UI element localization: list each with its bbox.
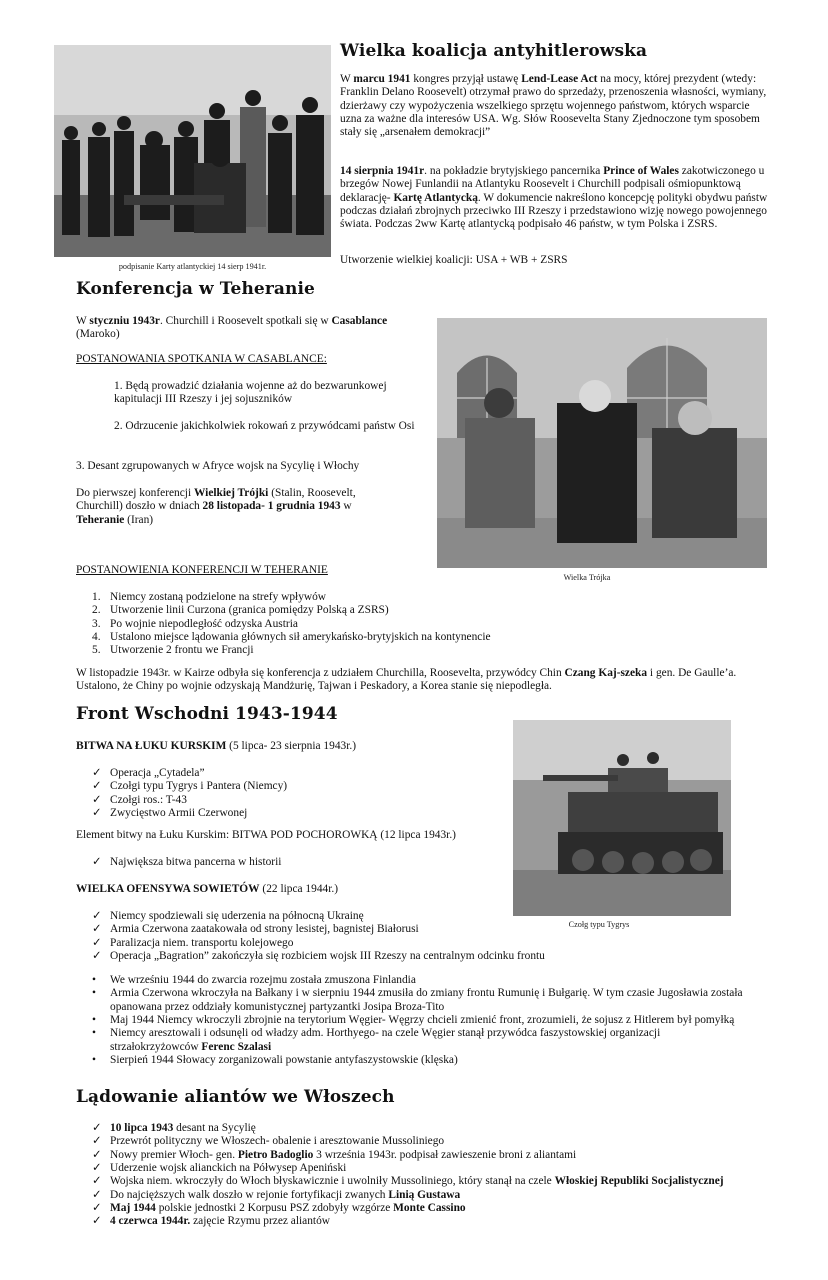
section2-title: Konferencja w Teheranie bbox=[76, 279, 315, 299]
cairo-paragraph: W listopadzie 1943r. w Kairze odbyła się konferencja z udziałem Churchilla, Roosevelta, przywódcy Chin Czang Kaj-szeka i gen. De Gaulle’a. Ustalono, że Chiny po wojnie odzyskają Mandżurię, Tajwan i Peskadory, a Korea stanie się niepodległa. bbox=[76, 667, 737, 693]
italy-list bbox=[84, 1122, 744, 1229]
list-item: • Niemcy aresztowali i odsunęli od władzy adm. Horthyego- na czele Węgier stanął przywódca faszystowskiej organizacji strzałokrzyżowców Ferenc Szalasi bbox=[92, 1027, 661, 1053]
section1-title: Wielka koalicja antyhitlerowska bbox=[340, 41, 648, 61]
list-item: • Sierpień 1944 Słowacy zorganizowali powstanie antyfaszystowskie (klęska) bbox=[92, 1054, 458, 1067]
list-item: • Armia Czerwona wkroczyła na Bałkany i w sierpniu 1944 zmusiła do zmiany frontu Rumunię i Bułgarię. W tym czasie Jugosławia została opanowana przez oddziały komunistycznej partyzantki Josipa Broza-Tito bbox=[92, 987, 743, 1013]
list-item: ✓ Do najcięższych walk doszło w rejonie fortyfikacji zwanych Linią Gustawa bbox=[92, 1188, 461, 1201]
check-icon: ✓ bbox=[92, 1215, 102, 1228]
casablanca-item-3: 3. Desant zgrupowanych w Afryce wojsk na Sycylię i Włochy bbox=[76, 460, 360, 472]
check-icon: ✓ bbox=[92, 950, 102, 963]
check-icon: ✓ bbox=[92, 807, 102, 820]
bullet-icon: • bbox=[92, 974, 96, 986]
atlantic-charter-caption: podpisanie Karty atlantyckiej 14 sierp 1941r. bbox=[118, 262, 267, 271]
list-item: ✓ 4 czerwca 1944r. zajęcie Rzymu przez aliantów bbox=[92, 1215, 331, 1228]
list-item: • Maj 1944 Niemcy wkroczyli zbrojnie na terytorium Węgier- Węgrzy chcieli zmienić front, zrozumieli, że sojusz z Hitlerem był pomyłką bbox=[92, 1014, 735, 1027]
list-item: 1. Niemcy zostaną podzielone na strefy wpływów bbox=[92, 591, 327, 603]
check-icon: ✓ bbox=[92, 936, 102, 949]
list-item: ✓ Maj 1944 polskie jednostki 2 Korpusu PSZ zdobyły wzgórze Monte Cassino bbox=[92, 1202, 466, 1215]
eastern-front-bullets bbox=[84, 974, 744, 1067]
casablanca-item-1: 1. Będą prowadzić działania wojenne aż do bezwarunkowej kapitulacji III Rzeszy i jej sojuszników bbox=[114, 380, 387, 406]
lend-lease-paragraph: W marcu 1941 kongres przyjął ustawę Lend-Lease Act na mocy, której prezydent (wtedy: Franklin Delano Roosevelt) otrzymał prawo do sprzedaży, przenoszenia własności, wymiany, dzierżawy czy wypożyczenia wszelkiego sprzętu wojennego państwom, których wsparcie uzna za ważne dla interesów USA. Wg. Słów Roosevelta Stany Zjednoczone tym sposobem stały się „arsenałem demokracji” bbox=[340, 73, 767, 139]
offensive-heading: WIELKA OFENSYWA SOWIETÓW (22 lipca 1944r.) bbox=[76, 883, 339, 895]
coalition-paragraph: Utworzenie wielkiej koalicji: USA + WB + ZSRS bbox=[340, 254, 568, 266]
kursk-element-list bbox=[84, 856, 484, 869]
check-icon: ✓ bbox=[92, 1122, 102, 1134]
list-item: ✓ Przewrót polityczny we Włoszech- obalenie i aresztowanie Mussoliniego bbox=[92, 1135, 445, 1148]
kursk-list bbox=[84, 767, 484, 820]
list-item: ✓ Niemcy spodziewali się uderzenia na północną Ukrainę bbox=[92, 910, 364, 922]
big-three-caption: Wielka Trójka bbox=[563, 573, 611, 582]
list-item: 3. Po wojnie niepodległość odzyska Austria bbox=[92, 617, 298, 630]
bullet-icon: • bbox=[92, 1014, 96, 1027]
casablanca-paragraph: W styczniu 1943r. Churchill i Roosevelt spotkali się w Casablance (Maroko) bbox=[76, 315, 388, 341]
check-icon: ✓ bbox=[92, 910, 102, 922]
tehran-heading: POSTANOWIENIA KONFERENCJI W TEHERANIE bbox=[76, 564, 328, 576]
bullet-icon: • bbox=[92, 987, 96, 1000]
check-icon: ✓ bbox=[92, 767, 102, 779]
list-item: ✓ Nowy premier Włoch- gen. Pietro Badoglio 3 września 1943r. podpisał zawieszenie broni z aliantami bbox=[92, 1148, 577, 1161]
section3-title: Front Wschodni 1943-1944 bbox=[76, 704, 338, 724]
big-three-photo bbox=[437, 318, 767, 568]
casablanca-heading: POSTANOWANIA SPOTKANIA W CASABLANCE: bbox=[76, 353, 327, 365]
check-icon: ✓ bbox=[92, 923, 102, 936]
check-icon: ✓ bbox=[92, 856, 102, 868]
bullet-icon: • bbox=[92, 1027, 96, 1040]
list-item: 5. Utworzenie 2 frontu we Francji bbox=[92, 644, 254, 657]
check-icon: ✓ bbox=[92, 780, 102, 793]
check-icon: ✓ bbox=[92, 793, 102, 806]
list-item: 4. Ustalono miejsce lądowania głównych sił amerykańsko-brytyjskich na kontynencie bbox=[92, 631, 491, 644]
atlantic-charter-photo bbox=[54, 45, 331, 257]
kursk-element: Element bitwy na Łuku Kurskim: BITWA POD POCHOROWKĄ (12 lipca 1943r.) bbox=[76, 829, 456, 841]
check-icon: ✓ bbox=[92, 1175, 102, 1188]
check-icon: ✓ bbox=[92, 1202, 102, 1215]
list-item: ✓ Armia Czerwona zaatakowała od strony lesistej, bagnistej Białorusi bbox=[92, 923, 419, 936]
bullet-icon: • bbox=[92, 1054, 96, 1067]
list-item: ✓ Największa bitwa pancerna w historii bbox=[92, 856, 282, 868]
list-item: • We wrześniu 1944 do zwarcia rozejmu została zmuszona Finlandia bbox=[92, 974, 416, 986]
check-icon: ✓ bbox=[92, 1162, 102, 1175]
list-item: ✓ Zwycięstwo Armii Czerwonej bbox=[92, 807, 248, 820]
tehran-list bbox=[84, 591, 684, 658]
check-icon: ✓ bbox=[92, 1148, 102, 1161]
section4-title: Lądowanie aliantów we Włoszech bbox=[76, 1087, 395, 1107]
list-item: ✓ 10 lipca 1943 desant na Sycylię bbox=[92, 1122, 256, 1134]
tiger-tank-photo bbox=[513, 720, 731, 916]
list-item: ✓ Wojska niem. wkroczyły do Włoch błyskawicznie i uwolniły Mussoliniego, który stanął na czele Włoskiej Republiki Socjalistycznej bbox=[92, 1175, 724, 1188]
casablanca-item-2: 2. Odrzucenie jakichkolwiek rokowań z przywódcami państw Osi bbox=[114, 420, 415, 432]
list-item: ✓ Operacja „Cytadela” bbox=[92, 767, 205, 779]
list-item: 2. Utworzenie linii Curzona (granica pomiędzy Polską a ZSRS) bbox=[92, 604, 389, 617]
list-item: ✓ Czołgi ros.: T-43 bbox=[92, 793, 187, 806]
tiger-tank-caption: Czołg typu Tygrys bbox=[568, 920, 630, 929]
list-item: ✓ Operacja „Bagration” zakończyła się rozbiciem wojsk III Rzeszy na centralnym odcinku frontu bbox=[92, 950, 545, 963]
check-icon: ✓ bbox=[92, 1188, 102, 1201]
check-icon: ✓ bbox=[92, 1135, 102, 1148]
offensive-list bbox=[84, 910, 644, 963]
list-item: ✓ Czołgi typu Tygrys i Pantera (Niemcy) bbox=[92, 780, 288, 793]
big-three-paragraph: Do pierwszej konferencji Wielkiej Trójki (Stalin, Roosevelt, Churchill) doszło w dniach 28 listopada- 1 grudnia 1943 w Teheranie (Iran) bbox=[76, 487, 356, 526]
list-item: ✓ Paralizacja niem. transportu kolejowego bbox=[92, 936, 294, 949]
atlantic-charter-paragraph: 14 sierpnia 1941r. na pokładzie brytyjskiego pancernika Prince of Wales zakotwiczonego u brzegów Nowej Funlandii na Atlantyku Roosevelt i Churchill podpisali ośmiopunktową deklarację- Kartę Atlantycką. W dokumencie nakreślono koncepcję polityki obydwu państw podczas działań zbrojnych przeciwko III Rzeszy i przedstawiono wizję nowego powojennego świata. Podczas 2ww Kartę atlantycką podpisało 46 państw, w tym Polska i ZSRS. bbox=[340, 165, 768, 231]
kursk-heading: BITWA NA ŁUKU KURSKIM (5 lipca- 23 sierpnia 1943r.) bbox=[76, 740, 357, 752]
list-item: ✓ Uderzenie wojsk alianckich na Półwysep Apeniński bbox=[92, 1162, 347, 1175]
